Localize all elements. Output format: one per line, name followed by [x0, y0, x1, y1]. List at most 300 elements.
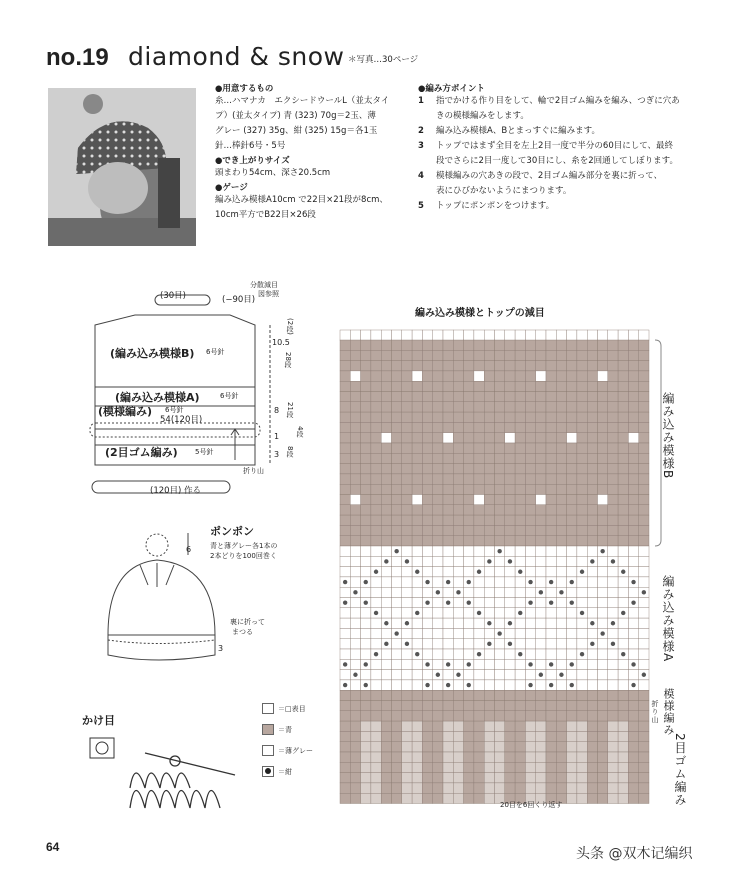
chart-cell [484, 567, 494, 577]
fold-line-label: 折り山 [651, 700, 659, 724]
watermark: 头条 @双木记编织 [576, 846, 693, 862]
chart-cell [608, 742, 618, 752]
chart-dot [364, 662, 368, 666]
chart-cell [474, 381, 484, 391]
chart-cell [422, 752, 432, 762]
chart-cell [598, 773, 608, 783]
chart-cell [536, 371, 546, 381]
chart-cell [515, 742, 525, 752]
chart-cell [495, 350, 505, 360]
chart-cell [628, 402, 638, 412]
chart-cell [495, 608, 505, 618]
chart-cell [598, 690, 608, 700]
chart-cell [361, 628, 371, 638]
chart-cell [484, 422, 494, 432]
chart-cell [402, 773, 412, 783]
chart-cell [402, 433, 412, 443]
chart-cell [433, 443, 443, 453]
chart-cell [371, 577, 381, 587]
chart-cell [628, 618, 638, 628]
chart-cell [536, 783, 546, 793]
chart-cell [598, 412, 608, 422]
chart-cell [598, 505, 608, 515]
chart-cell [371, 536, 381, 546]
chart-cell [422, 505, 432, 515]
chart-cell [361, 546, 371, 556]
chart-cell [371, 783, 381, 793]
chart-cell [392, 793, 402, 803]
chart-cell [453, 495, 463, 505]
chart-cell [474, 752, 484, 762]
chart-cell [536, 484, 546, 494]
chart-cell [608, 484, 618, 494]
chart-cell [381, 433, 391, 443]
chart-cell [443, 536, 453, 546]
chart-cell [639, 701, 649, 711]
chart-dot [528, 580, 532, 584]
chart-cell [484, 701, 494, 711]
chart-cell [556, 628, 566, 638]
chart-cell [381, 793, 391, 803]
chart-cell [392, 453, 402, 463]
chart-dot [374, 652, 378, 656]
chart-cell [361, 464, 371, 474]
chart-cell [546, 742, 556, 752]
chart-cell [515, 721, 525, 731]
chart-cell [495, 587, 505, 597]
chart-cell [577, 793, 587, 803]
chart-cell [598, 433, 608, 443]
chart-cell [536, 628, 546, 638]
chart-cell [422, 793, 432, 803]
point-text: 模様編みの穴あきの段で、2目ゴム編み部分を裏に折って、 [436, 171, 663, 181]
chart-cell [412, 577, 422, 587]
chart-cell [546, 731, 556, 741]
chart-cell [515, 546, 525, 556]
chart-cell [474, 762, 484, 772]
chart-cell [515, 762, 525, 772]
chart-cell [587, 505, 597, 515]
chart-cell [495, 680, 505, 690]
chart-cell [340, 783, 350, 793]
chart-cell [587, 742, 597, 752]
chart-cell [639, 649, 649, 659]
chart-cell [381, 350, 391, 360]
chart-cell [608, 361, 618, 371]
chart-cell [453, 731, 463, 741]
chart-dot [508, 621, 512, 625]
chart-cell [628, 711, 638, 721]
chart-cell [392, 783, 402, 793]
chart-cell [577, 711, 587, 721]
chart-dot [446, 683, 450, 687]
chart-cell [412, 371, 422, 381]
chart-cell [628, 752, 638, 762]
chart-cell [525, 701, 535, 711]
chart-cell [484, 464, 494, 474]
chart-cell [474, 701, 484, 711]
chart-cell [422, 350, 432, 360]
chart-cell [587, 690, 597, 700]
chart-cell [453, 742, 463, 752]
chart-cell [639, 402, 649, 412]
chart-cell [628, 783, 638, 793]
chart-cell [536, 701, 546, 711]
chart-dot [528, 683, 532, 687]
chart-cell [628, 731, 638, 741]
pattern-needle: 6号針 [165, 406, 184, 414]
chart-cell [618, 495, 628, 505]
chart-cell [546, 639, 556, 649]
chart-cell [464, 515, 474, 525]
chart-cell [412, 659, 422, 669]
chart-cell [453, 618, 463, 628]
chart-cell [546, 649, 556, 659]
chart-cell [453, 773, 463, 783]
chart-cell [587, 525, 597, 535]
chart-cell [453, 505, 463, 515]
chart-cell [567, 731, 577, 741]
chart-cell [371, 628, 381, 638]
chart-cell [464, 361, 474, 371]
chart-cell [433, 556, 443, 566]
chart-cell [402, 793, 412, 803]
chart-cell [587, 783, 597, 793]
chart-cell [495, 762, 505, 772]
chart-cell [392, 536, 402, 546]
chart-cell [443, 484, 453, 494]
chart-cell [608, 515, 618, 525]
chart-cell [412, 793, 422, 803]
chart-cell [464, 587, 474, 597]
chart-cell [412, 525, 422, 535]
chart-cell [536, 361, 546, 371]
chart-cell [392, 443, 402, 453]
chart-cell [371, 752, 381, 762]
chart-cell [402, 402, 412, 412]
chart-cell [577, 783, 587, 793]
chart-cell [525, 484, 535, 494]
chart-cell [639, 556, 649, 566]
chart-cell [639, 711, 649, 721]
chart-cell [556, 639, 566, 649]
chart-dot [590, 621, 594, 625]
chart-cell [495, 515, 505, 525]
chart-cell [577, 484, 587, 494]
chart-cell [443, 402, 453, 412]
chart-cell [474, 721, 484, 731]
chart-cell [577, 639, 587, 649]
chart-cell [556, 649, 566, 659]
kakeme-label: かけ目 [82, 714, 115, 727]
chart-cell [618, 453, 628, 463]
chart-cell [392, 731, 402, 741]
chart-dot [384, 559, 388, 563]
chart-cell [567, 443, 577, 453]
hat-photo [48, 88, 196, 246]
chart-cell [618, 340, 628, 350]
chart-cell [402, 412, 412, 422]
chart-cell [361, 402, 371, 412]
chart-cell [433, 649, 443, 659]
chart-cell [628, 639, 638, 649]
chart-cell [474, 783, 484, 793]
materials-line: グレー (327) 35g、紺 (325) 15g＝各1玉 [215, 126, 378, 136]
chart-cell [361, 474, 371, 484]
chart-dot [405, 559, 409, 563]
chart-cell [598, 525, 608, 535]
chart-cell [412, 618, 422, 628]
chart-cell [350, 371, 360, 381]
chart-cell [484, 762, 494, 772]
chart-dot [549, 600, 553, 604]
chart-cell [484, 546, 494, 556]
chart-cell [453, 340, 463, 350]
chart-cell [608, 330, 618, 340]
pompom-desc: 2本どりを100回巻く [210, 552, 277, 560]
schematic-see-chart: 図参照 [258, 290, 279, 298]
chart-dot [467, 600, 471, 604]
chart-cell [402, 680, 412, 690]
chart-cell [618, 659, 628, 669]
chart-cell [515, 464, 525, 474]
chart-cell [515, 474, 525, 484]
materials-header: ●用意するもの [215, 84, 274, 94]
chart-cell [608, 340, 618, 350]
chart-cell [567, 392, 577, 402]
chart-cell [608, 412, 618, 422]
chart-cell [443, 525, 453, 535]
chart-cell [505, 546, 515, 556]
chart-cell [639, 371, 649, 381]
chart-cell [546, 608, 556, 618]
chart-cell [464, 433, 474, 443]
chart-cell [433, 412, 443, 422]
chart-cell [484, 350, 494, 360]
chart-cell [505, 474, 515, 484]
chart-cell [556, 546, 566, 556]
chart-cell [598, 330, 608, 340]
chart-cell [577, 742, 587, 752]
chart-cell [639, 422, 649, 432]
chart-cell [433, 402, 443, 412]
chart-cell [608, 659, 618, 669]
chart-cell [474, 443, 484, 453]
chart-cell [392, 402, 402, 412]
chart-dot [405, 642, 409, 646]
chart-cell [536, 690, 546, 700]
chart-cell [381, 495, 391, 505]
chart-cell [443, 670, 453, 680]
chart-cell [433, 350, 443, 360]
chart-cell [484, 670, 494, 680]
chart-cell [525, 639, 535, 649]
chart-cell [464, 567, 474, 577]
fold-size: 3 [218, 644, 224, 653]
chart-cell [402, 670, 412, 680]
chart-cell [587, 680, 597, 690]
chart-cell [340, 701, 350, 711]
chart-cell [577, 412, 587, 422]
chart-cell [515, 412, 525, 422]
chart-cell [608, 628, 618, 638]
chart-cell [412, 443, 422, 453]
chart-cell [628, 546, 638, 556]
chart-dot [487, 642, 491, 646]
chart-cell [525, 371, 535, 381]
chart-cell [402, 690, 412, 700]
chart-cell [546, 536, 556, 546]
chart-cell [525, 433, 535, 443]
chart-cell [464, 350, 474, 360]
chart-cell [567, 412, 577, 422]
chart-cell [464, 330, 474, 340]
width-label: 54(120目) [160, 415, 203, 425]
chart-cell [598, 587, 608, 597]
chart-cell [639, 608, 649, 618]
chart-cell [515, 340, 525, 350]
chart-cell [515, 628, 525, 638]
chart-cell [536, 752, 546, 762]
chart-cell [484, 742, 494, 752]
chart-cell [484, 598, 494, 608]
chart-cell [422, 330, 432, 340]
chart-cell [556, 515, 566, 525]
chart-cell [618, 628, 628, 638]
chart-cell [556, 474, 566, 484]
chart-cell [361, 330, 371, 340]
chart-cell [556, 701, 566, 711]
chart-cell [598, 670, 608, 680]
chart-cell [525, 742, 535, 752]
chart-dot [631, 580, 635, 584]
chart-cell [381, 752, 391, 762]
chart-cell [577, 350, 587, 360]
chart-cell [464, 742, 474, 752]
chart-cell [577, 721, 587, 731]
chart-cell [433, 598, 443, 608]
rib-label: (2目ゴム編み) [105, 446, 178, 459]
chart-cell [577, 505, 587, 515]
chart-cell [392, 433, 402, 443]
chart-cell [361, 690, 371, 700]
chart-cell [371, 422, 381, 432]
size-line: 頭まわり54cm、深さ20.5cm [215, 168, 331, 178]
chart-cell [484, 793, 494, 803]
chart-cell [556, 567, 566, 577]
chart-cell [587, 361, 597, 371]
chart-cell [546, 556, 556, 566]
legend-item [262, 761, 313, 782]
chart-cell [484, 587, 494, 597]
chart-cell [412, 556, 422, 566]
chart-cell [402, 484, 412, 494]
chart-cell [422, 649, 432, 659]
chart-cell [618, 721, 628, 731]
chart-cell [443, 608, 453, 618]
chart-cell [392, 577, 402, 587]
chart-cell [598, 598, 608, 608]
chart-cell [392, 371, 402, 381]
chart-cell [443, 628, 453, 638]
height-a-rows: 21段 [286, 402, 294, 418]
chart-cell [350, 484, 360, 494]
chart-cell [525, 464, 535, 474]
chart-cell [505, 628, 515, 638]
chart-cell [587, 598, 597, 608]
chart-cell [474, 628, 484, 638]
chart-cell [639, 350, 649, 360]
chart-cell [556, 392, 566, 402]
chart-cell [361, 711, 371, 721]
chart-cell [474, 515, 484, 525]
chart-cell [536, 680, 546, 690]
chart-cell [340, 484, 350, 494]
chart-cell [495, 773, 505, 783]
point-item [418, 124, 718, 139]
chart-cell [433, 392, 443, 402]
chart-cell [412, 536, 422, 546]
chart-dot [539, 673, 543, 677]
chart-cell [412, 639, 422, 649]
chart-cell [433, 453, 443, 463]
chart-cell [422, 495, 432, 505]
chart-cell [505, 330, 515, 340]
chart-cell [474, 505, 484, 515]
chart-cell [525, 711, 535, 721]
chart-cell [495, 659, 505, 669]
chart-cell [628, 567, 638, 577]
chart-cell [628, 330, 638, 340]
chart-cell [639, 752, 649, 762]
chart-cell [515, 392, 525, 402]
chart-cell [505, 731, 515, 741]
chart-cell [484, 577, 494, 587]
chart-cell [361, 392, 371, 402]
chart-dot [374, 611, 378, 615]
chart-cell [453, 577, 463, 587]
chart-cell [433, 525, 443, 535]
chart-cell [453, 649, 463, 659]
chart-cell [628, 443, 638, 453]
chart-cell [546, 587, 556, 597]
chart-cell [495, 670, 505, 680]
chart-cell [381, 361, 391, 371]
chart-cell [505, 453, 515, 463]
chart-cell [361, 618, 371, 628]
chart-cell [453, 628, 463, 638]
chart-cell [495, 598, 505, 608]
chart-cell [598, 742, 608, 752]
chart-cell [525, 628, 535, 638]
chart-cell [453, 464, 463, 474]
chart-cell [567, 670, 577, 680]
chart-cell [618, 361, 628, 371]
chart-cell [556, 783, 566, 793]
chart-dot [405, 621, 409, 625]
chart-cell [340, 608, 350, 618]
chart-cell [361, 340, 371, 350]
chart-cell [412, 783, 422, 793]
chart-dot [631, 600, 635, 604]
chart-cell [433, 577, 443, 587]
chart-cell [556, 330, 566, 340]
chart-cell [628, 701, 638, 711]
chart-cell [381, 711, 391, 721]
chart-cell [525, 350, 535, 360]
chart-cell [422, 453, 432, 463]
chart-cell [484, 659, 494, 669]
